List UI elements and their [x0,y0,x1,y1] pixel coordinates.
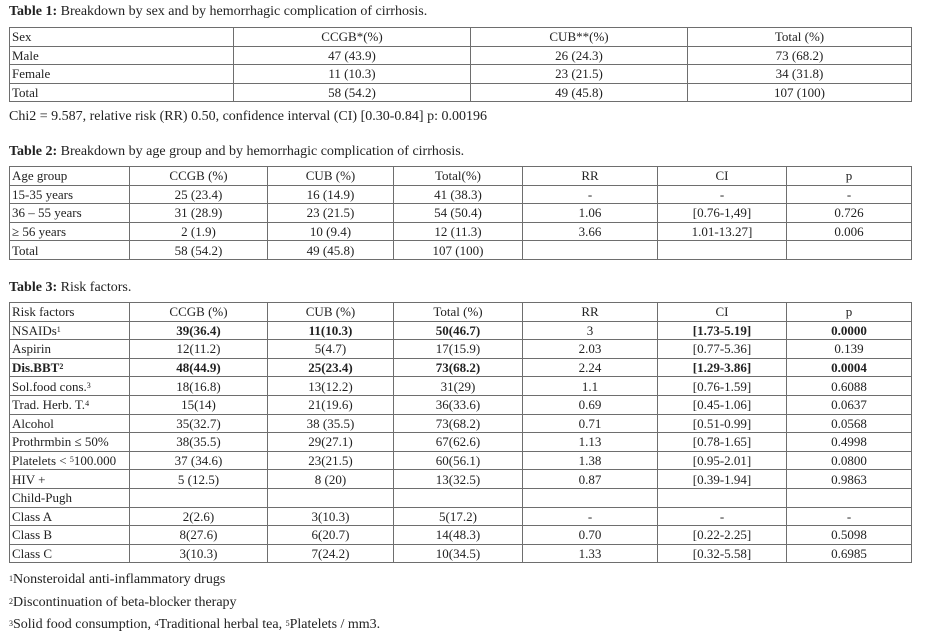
table-row: Prothrmbin ≤ 50% 38(35.5) 29(27.1) 67(62.6) 1.13 [0.78-1.65] 0.4998 [10,433,912,452]
table-row: Platelets < $^5$100.000 37 (34.6) 23(21.5) 60(56.1) 1.38 [0.95-2.01] 0.0800 [10,451,912,470]
table-row: Trad. Herb. T.$^4$ 15(14) 21(19.6) 36(33.6) 0.69 [0.45-1.06] 0.0637 [10,395,912,414]
table-row: NSAIDs$^1$ 39(36.4) 11(10.3) 50(46.7) 3 [1.73-5.19] 0.0000 [10,321,912,340]
table3 [9,302,912,563]
table2-title: Table 2: Breakdown by age group and by hemorrhagic complication of cirrhosis. [9,144,465,159]
table1-title: Table 1: Breakdown by sex and by hemorrhagic complication of cirrhosis. [9,4,428,19]
table3-title: Table 3: Risk factors. [9,280,132,295]
footnote-1: $^1$Nonsteroidal anti-inflammatory drugs [9,572,226,587]
table-row: Child-Pugh [10,488,912,507]
table-row: Total 58 (54.2) 49 (45.8) 107 (100) [10,241,912,260]
table2 [9,166,912,260]
table-row: Female 11 (10.3) 23 (21.5) 34 (31.8) [10,65,912,84]
table-row: Total 58 (54.2) 49 (45.8) 107 (100) [10,83,912,102]
table-row: 36 – 55 years 31 (28.9) 23 (21.5) 54 (50.4) 1.06 [0.76-1,49] 0.726 [10,204,912,223]
table-row: HIV + 5 (12.5) 8 (20) 13(32.5) 0.87 [0.39-1.94] 0.9863 [10,470,912,489]
table-row: Alcohol 35(32.7) 38 (35.5) 73(68.2) 0.71 [0.51-0.99] 0.0568 [10,414,912,433]
table-row: Dis.BBT$^2$ 48(44.9) 25(23.4) 73(68.2) 2.24 [1.29-3.86] 0.0004 [10,358,912,377]
table-row: 15-35 years 25 (23.4) 16 (14.9) 41 (38.3) - - - [10,185,912,204]
footnote-2: $^2$Discontinuation of beta-blocker therapy [9,595,237,610]
table-header-row: Sex CCGB*(%) CUB**(%) Total (%) [10,28,912,47]
table-row: Class C 3(10.3) 7(24.2) 10(34.5) 1.33 [0.32-5.58] 0.6985 [10,544,912,563]
table-row: Class A 2(2.6) 3(10.3) 5(17.2) - - - [10,507,912,526]
footnote-3: $^3$Solid food consumption, $^4$Traditional herbal tea, $^5$Platelets / mm3. [9,617,381,632]
table1 [9,27,912,102]
table-row: Aspirin 12(11.2) 5(4.7) 17(15.9) 2.03 [0.77-5.36] 0.139 [10,340,912,359]
table-row: Class B 8(27.6) 6(20.7) 14(48.3) 0.70 [0.22-2.25] 0.5098 [10,526,912,545]
table-row: ≥ 56 years 2 (1.9) 10 (9.4) 12 (11.3) 3.66 1.01-13.27] 0.006 [10,222,912,241]
table-row: Sol.food cons.$^3$ 18(16.8) 13(12.2) 31(29) 1.1 [0.76-1.59] 0.6088 [10,377,912,396]
table-row: Male 47 (43.9) 26 (24.3) 73 (68.2) [10,46,912,65]
table1-statistics-note: Chi2 = 9.587, relative risk (RR) 0.50, confidence interval (CI) [0.30-0.84] p: 0.00196 [9,109,487,124]
table-header-row: Risk factors CCGB (%) CUB (%) Total (%) RR CI p [10,303,912,322]
table-header-row: Age group CCGB (%) CUB (%) Total(%) RR CI p [10,167,912,186]
